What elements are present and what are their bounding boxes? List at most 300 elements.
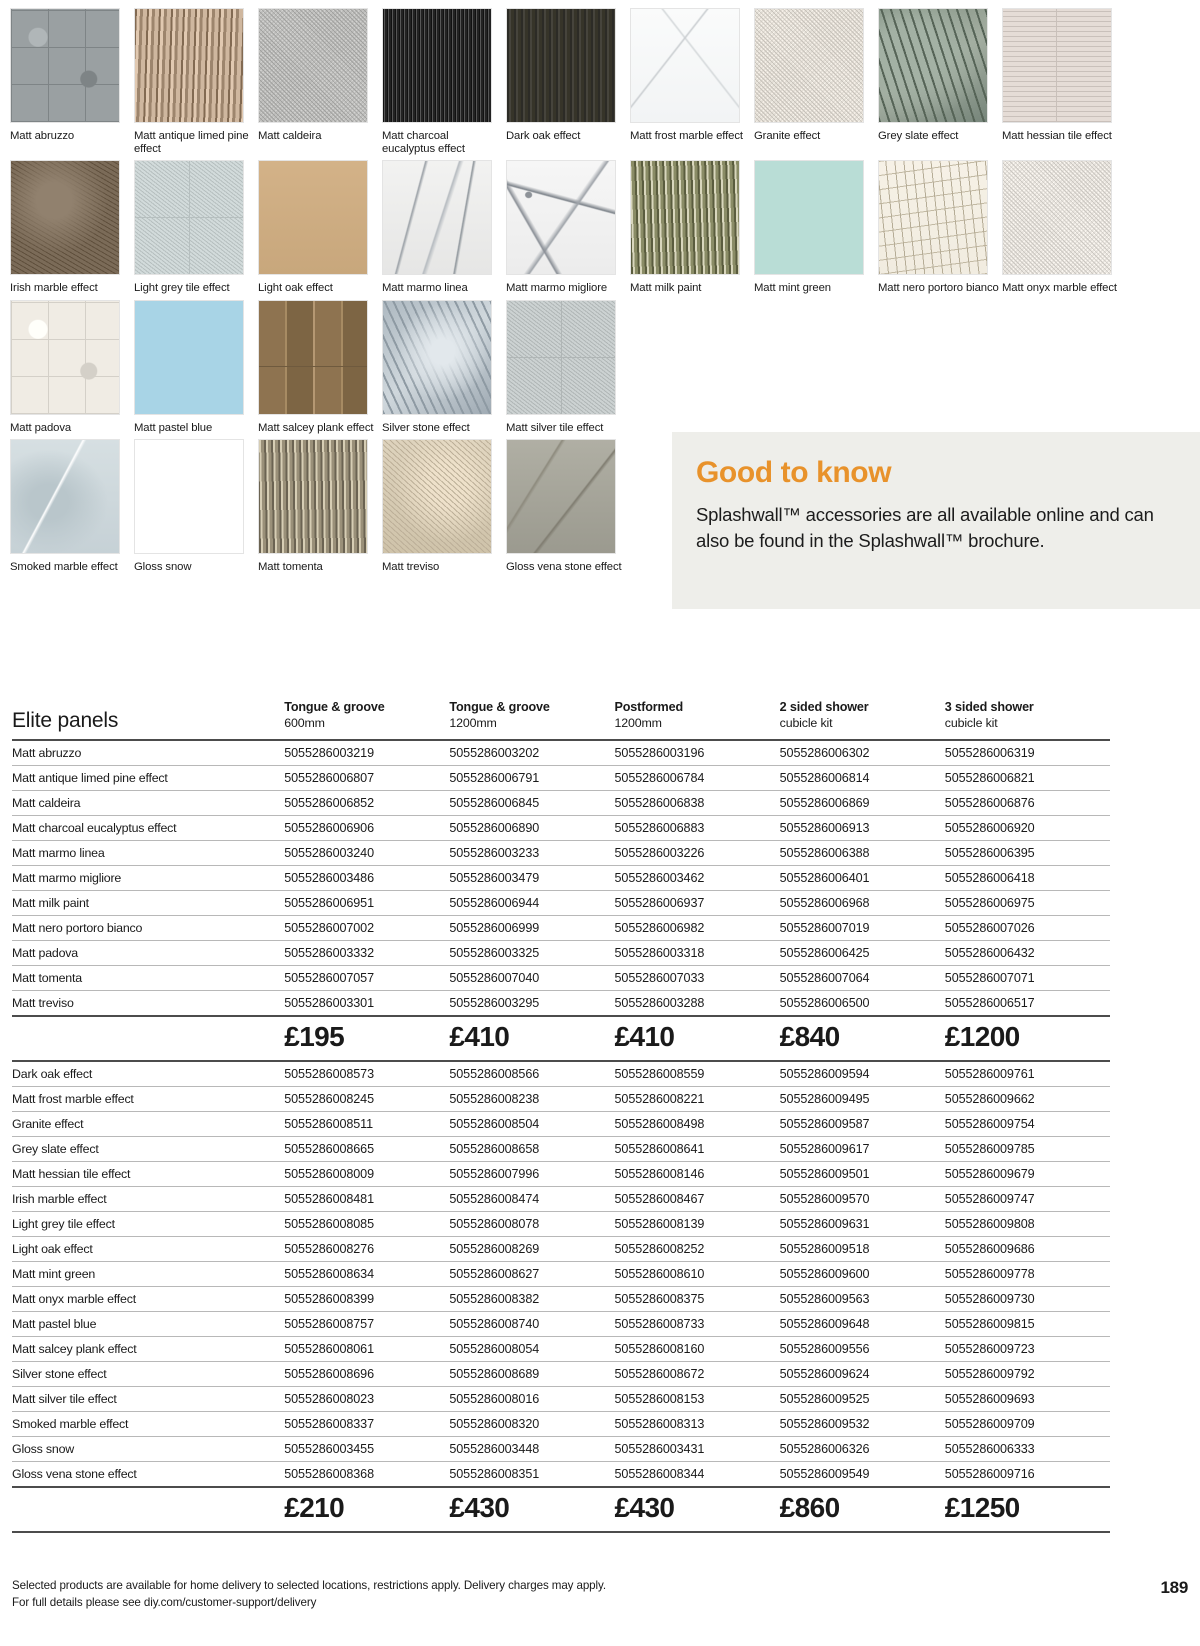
panel-name-cell: Matt antique limed pine effect [12,766,284,791]
panel-name-cell: Light oak effect [12,1237,284,1262]
product-code-cell: 5055286009754 [945,1112,1110,1137]
product-code-cell: 5055286003288 [615,991,780,1017]
swatch-label: Matt frost marble effect [630,130,743,142]
product-code-cell: 5055286008467 [615,1187,780,1212]
product-code-cell: 5055286009815 [945,1312,1110,1337]
product-code-cell: 5055286008221 [615,1087,780,1112]
swatch-row [10,300,1190,435]
swatch-label: Matt treviso [382,560,440,573]
product-code-cell: 5055286009709 [945,1412,1110,1437]
product-code-cell: 5055286008344 [615,1462,780,1488]
panel-name-cell: Matt caldeira [12,791,284,816]
column-header-3-sided-shower-cubicle-kit [945,700,1110,740]
product-code-cell: 5055286006418 [945,866,1110,891]
column-header-tongue-groove-1200 [449,700,614,740]
swatch-item[interactable] [506,160,628,295]
table-row [12,841,1110,866]
product-code-cell: 5055286009600 [780,1262,945,1287]
product-code-cell: 5055286003332 [284,941,449,966]
product-code-cell: 5055286006517 [945,991,1110,1017]
swatch-texture [11,301,119,414]
product-code-cell: 5055286006395 [945,841,1110,866]
swatch-item[interactable] [10,300,132,435]
swatch-texture [879,9,987,122]
product-code-cell: 5055286007064 [780,966,945,991]
product-code-cell: 5055286008382 [449,1287,614,1312]
product-code-cell: 5055286006982 [615,916,780,941]
panel-name-cell: Matt marmo linea [12,841,284,866]
product-code-cell: 5055286008511 [284,1112,449,1137]
swatch-item[interactable] [134,439,256,574]
page-number: 189 [1160,1578,1188,1597]
price-row [12,1016,1110,1061]
product-code-cell: 5055286008160 [615,1337,780,1362]
swatch-label: Matt padova [10,421,72,434]
panel-name-cell: Gloss vena stone effect [12,1462,284,1488]
good-to-know-title: Good to know [696,456,892,489]
column-header-sub: 1200mm [449,715,497,730]
product-code-cell: 5055286006944 [449,891,614,916]
elite-panels-table-wrap [12,700,1110,1533]
product-code-cell: 5055286008054 [449,1337,614,1362]
product-code-cell: 5055286008023 [284,1387,449,1412]
column-header-sub: cubicle kit [944,715,998,730]
panel-name-cell: Grey slate effect [12,1137,284,1162]
swatch-label: Light oak effect [258,282,333,295]
product-code-cell: 5055286008238 [449,1087,614,1112]
product-code-cell: 5055286009594 [780,1061,945,1087]
panel-name-cell: Matt frost marble effect [12,1087,284,1112]
price-row-spacer [12,1016,284,1061]
table-row [12,816,1110,841]
swatch-texture [631,161,739,274]
swatch-item[interactable] [382,439,504,574]
product-code-cell: 5055286006425 [780,941,945,966]
swatch-label: Silver stone effect [382,421,470,434]
panel-name-cell: Matt abruzzo [12,740,284,766]
swatch-texture [1003,9,1111,122]
table-row [12,1087,1110,1112]
swatch-texture [631,9,739,122]
product-code-cell: 5055286007057 [284,966,449,991]
product-code-cell: 5055286006432 [945,941,1110,966]
product-code-cell: 5055286009631 [780,1212,945,1237]
swatch-image-matt-pastel-blue [134,300,244,415]
swatch-image-light-oak-effect [258,160,368,275]
column-header-main: Postformed [614,700,683,714]
product-code-cell: 5055286006326 [780,1437,945,1462]
product-code-cell: 5055286009778 [945,1262,1110,1287]
product-code-cell: 5055286009693 [945,1387,1110,1412]
product-code-cell: 5055286003462 [615,866,780,891]
product-code-cell: 5055286006807 [284,766,449,791]
product-code-cell: 5055286009808 [945,1212,1110,1237]
product-code-cell: 5055286009587 [780,1112,945,1137]
product-code-cell: 5055286006876 [945,791,1110,816]
swatch-label: Light grey tile effect [134,282,230,295]
swatch-item[interactable] [10,8,132,156]
swatch-item[interactable] [382,8,504,156]
product-code-cell: 5055286008078 [449,1212,614,1237]
table-row [12,1061,1110,1087]
swatch-image-matt-marmo-linea [382,160,492,275]
panel-name-cell: Light grey tile effect [12,1212,284,1237]
product-code-cell: 5055286006852 [284,791,449,816]
product-code-cell: 5055286003431 [615,1437,780,1462]
swatch-texture [507,161,615,274]
product-code-cell: 5055286009501 [780,1162,945,1187]
swatch-texture [383,301,491,414]
product-code-cell: 5055286009679 [945,1162,1110,1187]
footer-line-1: Selected products are available for home delivery to selected locations, restrictions apply. Delivery charges may apply. [12,1579,606,1592]
panel-name-cell: Matt charcoal eucalyptus effect [12,816,284,841]
price-cell: £1200 [945,1016,1110,1061]
table-row [12,891,1110,916]
product-code-cell: 5055286003455 [284,1437,449,1462]
product-code-cell: 5055286006975 [945,891,1110,916]
product-code-cell: 5055286007996 [449,1162,614,1187]
swatch-texture [755,161,863,274]
product-code-cell: 5055286008399 [284,1287,449,1312]
swatch-texture [135,9,243,122]
product-code-cell: 5055286008504 [449,1112,614,1137]
product-code-cell: 5055286009730 [945,1287,1110,1312]
product-code-cell: 5055286009525 [780,1387,945,1412]
swatch-image-matt-padova [10,300,120,415]
product-code-cell: 5055286003202 [449,740,614,766]
swatch-item[interactable] [258,160,380,295]
column-header-main: Tongue & groove [284,700,385,714]
swatch-label: Matt onyx marble effect [1002,282,1117,295]
swatch-item[interactable] [506,300,628,435]
table-row [12,1362,1110,1387]
product-code-cell: 5055286008337 [284,1412,449,1437]
swatch-image-matt-marmo-migliore [506,160,616,275]
table-row [12,1412,1110,1437]
swatch-item[interactable] [134,8,256,156]
swatch-texture [507,301,615,414]
swatch-item[interactable] [382,160,504,295]
product-code-cell: 5055286006302 [780,740,945,766]
panel-name-cell: Irish marble effect [12,1187,284,1212]
swatch-item[interactable] [382,300,504,435]
product-code-cell: 5055286006869 [780,791,945,816]
panel-name-cell: Matt marmo migliore [12,866,284,891]
swatch-image-matt-salcey-plank-effect [258,300,368,415]
swatch-image-grey-slate-effect [878,8,988,123]
swatch-label: Matt charcoal eucalyptus effect [382,130,465,156]
swatch-image-gloss-vena-stone-effect [506,439,616,554]
column-header-main: Tongue & groove [449,700,550,714]
product-code-cell: 5055286009785 [945,1137,1110,1162]
swatch-image-matt-nero-portoro-bianco [878,160,988,275]
swatch-image-matt-mint-green [754,160,864,275]
table-row [12,740,1110,766]
product-code-cell: 5055286003318 [615,941,780,966]
swatch-label: Matt silver tile effect [506,421,604,434]
swatch-item[interactable] [258,8,380,156]
column-header-sub: 600mm [284,715,325,730]
swatch-texture [1003,161,1111,274]
price-cell: £840 [780,1016,945,1061]
table-row [12,1112,1110,1137]
swatch-item[interactable] [754,160,876,295]
swatch-item[interactable] [506,8,628,156]
product-code-cell: 5055286003325 [449,941,614,966]
product-code-cell: 5055286008481 [284,1187,449,1212]
swatch-image-matt-abruzzo [10,8,120,123]
product-code-cell: 5055286006814 [780,766,945,791]
product-code-cell: 5055286008139 [615,1212,780,1237]
swatch-label: Matt milk paint [630,282,702,295]
product-code-cell: 5055286007019 [780,916,945,941]
swatch-image-matt-caldeira [258,8,368,123]
product-code-cell: 5055286008351 [449,1462,614,1488]
swatch-label: Matt marmo linea [382,282,468,295]
table-row [12,991,1110,1017]
product-code-cell: 5055286009617 [780,1137,945,1162]
product-code-cell: 5055286008245 [284,1087,449,1112]
product-code-cell: 5055286003486 [284,866,449,891]
product-code-cell: 5055286008634 [284,1262,449,1287]
swatch-texture [11,9,119,122]
product-code-cell: 5055286008474 [449,1187,614,1212]
product-code-cell: 5055286009563 [780,1287,945,1312]
product-code-cell: 5055286008498 [615,1112,780,1137]
swatch-item[interactable] [1002,160,1124,295]
swatch-texture [259,9,367,122]
panel-name-cell: Matt nero portoro bianco [12,916,284,941]
product-code-cell: 5055286008665 [284,1137,449,1162]
product-code-cell: 5055286007002 [284,916,449,941]
swatch-item[interactable] [258,439,380,574]
swatch-label: Grey slate effect [878,130,959,142]
product-code-cell: 5055286008269 [449,1237,614,1262]
swatch-image-matt-milk-paint [630,160,740,275]
swatch-texture [507,9,615,122]
product-code-cell: 5055286006890 [449,816,614,841]
swatch-item[interactable] [878,160,1000,295]
swatch-item[interactable] [10,439,132,574]
swatch-image-light-grey-tile-effect [134,160,244,275]
product-code-cell: 5055286008016 [449,1387,614,1412]
table-row [12,1462,1110,1488]
swatch-texture [383,440,491,553]
product-code-cell: 5055286008757 [284,1312,449,1337]
swatch-image-gloss-snow [134,439,244,554]
product-code-cell: 5055286006333 [945,1437,1110,1462]
product-code-cell: 5055286008085 [284,1212,449,1237]
product-code-cell: 5055286003226 [615,841,780,866]
table-row [12,916,1110,941]
product-code-cell: 5055286006906 [284,816,449,841]
panel-name-cell: Matt milk paint [12,891,284,916]
product-code-cell: 5055286006920 [945,816,1110,841]
panel-name-cell: Granite effect [12,1112,284,1137]
product-code-cell: 5055286008696 [284,1362,449,1387]
swatch-item[interactable] [1002,8,1124,156]
table-body-section-2 [12,1061,1110,1532]
product-code-cell: 5055286006968 [780,891,945,916]
column-header-main: 3 sided shower [944,700,1034,714]
product-code-cell: 5055286008146 [615,1162,780,1187]
swatch-item[interactable] [754,8,876,156]
product-code-cell: 5055286003479 [449,866,614,891]
swatch-label: Matt antique limed pine effect [134,130,249,156]
product-code-cell: 5055286008672 [615,1362,780,1387]
product-code-cell: 5055286009532 [780,1412,945,1437]
product-code-cell: 5055286006883 [615,816,780,841]
table-row [12,1262,1110,1287]
table-row [12,1287,1110,1312]
product-code-cell: 5055286008740 [449,1312,614,1337]
product-code-cell: 5055286009570 [780,1187,945,1212]
product-code-cell: 5055286009747 [945,1187,1110,1212]
price-row-spacer [12,1487,284,1532]
column-header-postformed-1200 [615,700,780,740]
product-code-cell: 5055286003219 [284,740,449,766]
product-code-cell: 5055286008009 [284,1162,449,1187]
good-to-know-panel [672,432,1200,609]
product-code-cell: 5055286009761 [945,1061,1110,1087]
product-code-cell: 5055286008153 [615,1387,780,1412]
swatch-item[interactable] [506,439,628,574]
swatch-image-matt-treviso [382,439,492,554]
product-code-cell: 5055286006913 [780,816,945,841]
swatch-item[interactable] [630,160,752,295]
swatch-image-smoked-marble-effect [10,439,120,554]
product-code-cell: 5055286006838 [615,791,780,816]
swatch-texture [11,161,119,274]
swatch-item[interactable] [10,160,132,295]
price-cell: £410 [615,1016,780,1061]
product-code-cell: 5055286008733 [615,1312,780,1337]
table-row [12,866,1110,891]
product-code-cell: 5055286009662 [945,1087,1110,1112]
footer-line-2: For full details please see diy.com/customer-support/delivery [12,1596,317,1609]
swatch-label: Smoked marble effect [10,560,118,573]
product-code-cell: 5055286007040 [449,966,614,991]
swatch-texture [507,440,615,553]
swatch-texture [135,301,243,414]
column-header-sub: 1200mm [614,715,662,730]
product-code-cell: 5055286009792 [945,1362,1110,1387]
product-code-cell: 5055286009556 [780,1337,945,1362]
product-code-cell: 5055286009495 [780,1087,945,1112]
table-row [12,1387,1110,1412]
swatch-row [10,8,1190,156]
swatch-item[interactable] [630,8,752,156]
price-cell: £860 [780,1487,945,1532]
table-body-section-1 [12,740,1110,1061]
product-code-cell: 5055286006791 [449,766,614,791]
product-code-cell: 5055286009716 [945,1462,1110,1488]
product-code-cell: 5055286008313 [615,1412,780,1437]
table-row [12,1187,1110,1212]
table-title: Elite panels [12,700,284,740]
swatch-label: Matt abruzzo [10,130,75,142]
product-code-cell: 5055286008061 [284,1337,449,1362]
swatch-image-matt-frost-marble-effect [630,8,740,123]
price-cell: £210 [284,1487,449,1532]
panel-name-cell: Matt tomenta [12,966,284,991]
product-code-cell: 5055286008375 [615,1287,780,1312]
column-header-2-sided-shower-cubicle-kit [780,700,945,740]
product-code-cell: 5055286006937 [615,891,780,916]
product-code-cell: 5055286003295 [449,991,614,1017]
price-row [12,1487,1110,1532]
price-cell: £430 [449,1487,614,1532]
product-code-cell: 5055286003448 [449,1437,614,1462]
product-code-cell: 5055286009648 [780,1312,945,1337]
table-row [12,1337,1110,1362]
swatch-label: Matt caldeira [258,130,322,142]
product-code-cell: 5055286009624 [780,1362,945,1387]
swatch-label: Dark oak effect [506,130,581,142]
price-cell: £430 [615,1487,780,1532]
swatch-texture [383,161,491,274]
table-row [12,1162,1110,1187]
product-code-cell: 5055286003301 [284,991,449,1017]
footer-disclaimer [12,1577,606,1611]
panel-name-cell: Matt silver tile effect [12,1387,284,1412]
swatch-item[interactable] [134,160,256,295]
swatch-label: Matt mint green [754,282,831,295]
swatch-image-matt-onyx-marble-effect [1002,160,1112,275]
product-code-cell: 5055286008559 [615,1061,780,1087]
column-header-tongue-groove-600 [284,700,449,740]
table-row [12,1437,1110,1462]
product-code-cell: 5055286009549 [780,1462,945,1488]
product-code-cell: 5055286009686 [945,1237,1110,1262]
table-row [12,966,1110,991]
swatch-label: Granite effect [754,130,821,142]
panel-name-cell: Smoked marble effect [12,1412,284,1437]
panel-name-cell: Matt treviso [12,991,284,1017]
panel-name-cell: Matt pastel blue [12,1312,284,1337]
product-code-cell: 5055286008252 [615,1237,780,1262]
swatch-label: Matt marmo migliore [506,282,608,295]
table-row [12,1212,1110,1237]
swatch-item[interactable] [258,300,380,435]
product-code-cell: 5055286008320 [449,1412,614,1437]
panel-name-cell: Matt onyx marble effect [12,1287,284,1312]
table-row [12,1237,1110,1262]
swatch-texture [11,440,119,553]
swatch-row [10,160,1190,295]
swatch-item[interactable] [134,300,256,435]
product-code-cell: 5055286007071 [945,966,1110,991]
swatch-label: Gloss snow [134,560,192,573]
table-row [12,1312,1110,1337]
swatch-item[interactable] [878,8,1000,156]
product-code-cell: 5055286008368 [284,1462,449,1488]
swatch-image-matt-antique-limed-pine-effect [134,8,244,123]
product-code-cell: 5055286006821 [945,766,1110,791]
elite-panels-table [12,700,1110,1533]
swatch-texture [259,301,367,414]
swatch-image-matt-hessian-tile-effect [1002,8,1112,123]
table-row [12,791,1110,816]
swatch-texture [135,161,243,274]
product-code-cell: 5055286006951 [284,891,449,916]
swatch-label: Matt nero portoro bianco [878,282,999,295]
panel-name-cell: Matt hessian tile effect [12,1162,284,1187]
swatch-texture [135,440,243,553]
product-code-cell: 5055286009723 [945,1337,1110,1362]
product-code-cell: 5055286006319 [945,740,1110,766]
swatch-image-matt-tomenta [258,439,368,554]
